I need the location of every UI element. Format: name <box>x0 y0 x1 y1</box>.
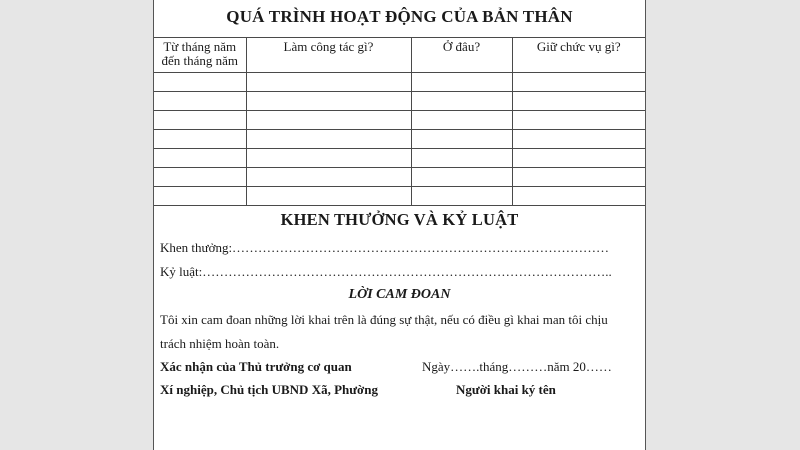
table-cell[interactable] <box>154 187 246 206</box>
table-cell[interactable] <box>512 92 645 111</box>
table-cell[interactable] <box>246 130 411 149</box>
table-cell[interactable] <box>246 73 411 92</box>
table-row <box>154 130 645 149</box>
table-cell[interactable] <box>512 187 645 206</box>
table-cell[interactable] <box>154 111 246 130</box>
table-cell[interactable] <box>154 92 246 111</box>
table-cell[interactable] <box>154 168 246 187</box>
column-header-period: Từ tháng năm đến tháng năm <box>154 38 246 73</box>
table-row <box>154 73 645 92</box>
table-header-row <box>154 38 645 73</box>
date-field[interactable]: Ngày…….tháng………năm 20…… <box>422 359 612 374</box>
table-cell[interactable] <box>411 92 512 111</box>
column-header-position: Giữ chức vụ gì? <box>512 38 645 73</box>
table-cell[interactable] <box>246 149 411 168</box>
work-history-table <box>154 37 645 206</box>
section-title-rewards: KHEN THƯỞNG VÀ KỶ LUẬT <box>280 210 519 229</box>
pledge-title: LỜI CAM ĐOAN <box>348 287 451 302</box>
table-cell[interactable] <box>512 111 645 130</box>
reward-field[interactable]: Khen thưởng:…………………………………………………………………………… <box>160 240 610 255</box>
table-cell[interactable] <box>411 168 512 187</box>
table-cell[interactable] <box>411 130 512 149</box>
table-cell[interactable] <box>512 73 645 92</box>
table-cell[interactable] <box>246 187 411 206</box>
table-row <box>154 168 645 187</box>
table-row <box>154 111 645 130</box>
table-cell[interactable] <box>411 73 512 92</box>
table-cell[interactable] <box>154 73 246 92</box>
table-cell[interactable] <box>411 111 512 130</box>
table-cell[interactable] <box>246 92 411 111</box>
pledge-text-line-1: Tôi xin cam đoan những lời khai trên là đúng sự thật, nếu có điều gì khai man tôi chịu <box>160 312 608 327</box>
column-header-job: Làm công tác gì? <box>246 38 411 73</box>
form-page <box>153 0 646 450</box>
table-cell[interactable] <box>411 149 512 168</box>
table-row <box>154 92 645 111</box>
table-cell[interactable] <box>512 149 645 168</box>
table-cell[interactable] <box>512 130 645 149</box>
table-cell[interactable] <box>246 111 411 130</box>
confirmation-label-line-2: Xí nghiệp, Chủ tịch UBND Xã, Phường <box>160 382 378 397</box>
table-cell[interactable] <box>154 130 246 149</box>
confirmation-label-line-1: Xác nhận của Thủ trưởng cơ quan <box>160 359 352 374</box>
table-cell[interactable] <box>154 149 246 168</box>
discipline-field[interactable]: Kỷ luật:………………………………………………………………………………….. <box>160 264 612 279</box>
table-cell[interactable] <box>512 168 645 187</box>
table-row <box>154 187 645 206</box>
section-title-history: QUÁ TRÌNH HOẠT ĐỘNG CỦA BẢN THÂN <box>226 7 573 26</box>
pledge-text-line-2: trách nhiệm hoàn toàn. <box>160 336 280 351</box>
table-row <box>154 149 645 168</box>
signer-label: Người khai ký tên <box>456 382 556 397</box>
table-cell[interactable] <box>246 168 411 187</box>
column-header-location: Ở đâu? <box>411 38 512 73</box>
table-cell[interactable] <box>411 187 512 206</box>
